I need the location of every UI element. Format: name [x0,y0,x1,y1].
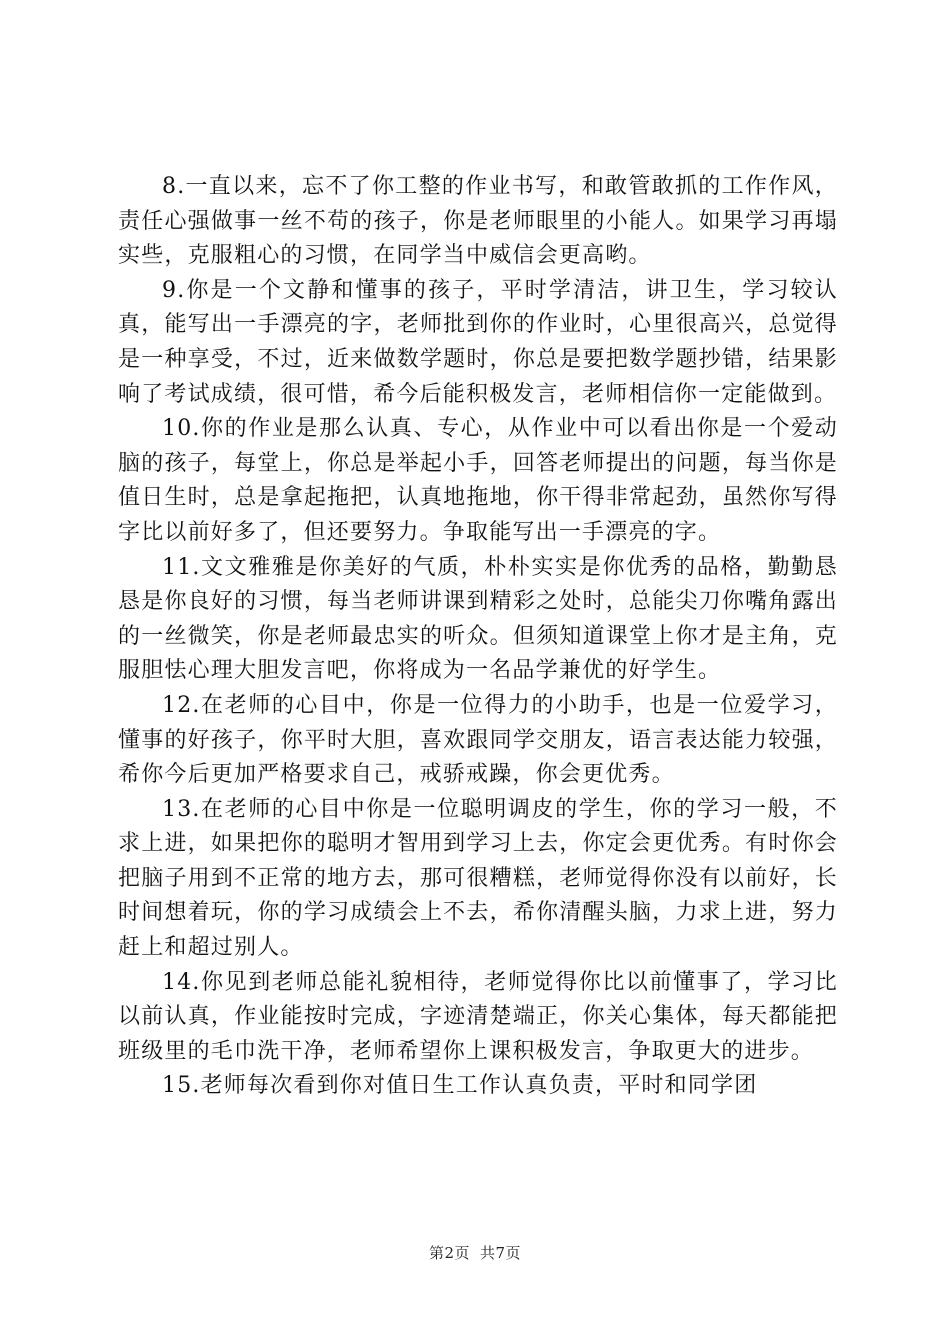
comment-paragraph-13: 13.在老师的心目中你是一位聪明调皮的学生，你的学习一般，不求上进，如果把你的聪明才智用到学习上去，你定会更优秀。有时你会把脑子用到不正常的地方去，那可很糟糕，老师觉得你没有以前好，长时间想着玩，你的学习成绩会上不去，希你清醒头脑，力求上进，努力赶上和超过别人。 [118,796,838,961]
page-footer [0,1242,950,1263]
page-number-current: 第2页 [428,1244,470,1262]
comment-paragraph-11: 11.文文雅雅是你美好的气质，朴朴实实是你优秀的品格，勤勤恳恳是你良好的习惯，每当老师讲课到精彩之处时，总能尖刀你嘴角露出的一丝微笑，你是老师最忠实的听众。但须知道课堂上你才是主角，克服胆怯心理大胆发言吧，你将成为一名品学兼优的好学生。 [118,554,838,684]
comment-paragraph-15: 15.老师每次看到你对值日生工作认真负责，平时和同学团 [162,1073,758,1099]
comment-paragraph-9: 9.你是一个文静和懂事的孩子，平时学清洁，讲卫生，学习较认真，能写出一手漂亮的字，老师批到你的作业时，心里很高兴，总觉得是一种享受，不过，近来做数学题时，你总是要把数学题抄错，结果影响了考试成绩，很可惜，希今后能积极发言，老师相信你一定能做到。 [118,277,838,407]
comment-paragraph-8: 8.一直以来，忘不了你工整的作业书写，和敢管敢抓的工作作风，责任心强做事一丝不苟的孩子，你是老师眼里的小能人。如果学习再塌实些，克服粗心的习惯，在同学当中威信会更高哟。 [118,174,838,269]
comment-paragraph-14: 14.你见到老师总能礼貌相待，老师觉得你比以前懂事了，学习比以前认真，作业能按时完成，字迹清楚端正，你关心集体，每天都能把班级里的毛巾洗干净，老师希望你上课积极发言，争取更大的进步。 [118,969,838,1064]
comment-paragraph-10: 10.你的作业是那么认真、专心，从作业中可以看出你是一个爱动脑的孩子，每堂上，你总是举起小手，回答老师提出的问题，每当你是值日生时，总是拿起拖把，认真地拖地，你干得非常起劲，虽然你写得字比以前好多了，但还要努力。争取能写出一手漂亮的字。 [118,416,838,545]
document-body [118,170,838,1104]
page-number-total: 共7页 [480,1244,522,1262]
comment-paragraph-12: 12.在老师的心目中，你是一位得力的小助手，也是一位爱学习，懂事的好孩子，你平时大胆，喜欢跟同学交朋友，语言表达能力较强，希你今后更加严格要求自己，戒骄戒躁，你会更优秀。 [118,692,838,788]
